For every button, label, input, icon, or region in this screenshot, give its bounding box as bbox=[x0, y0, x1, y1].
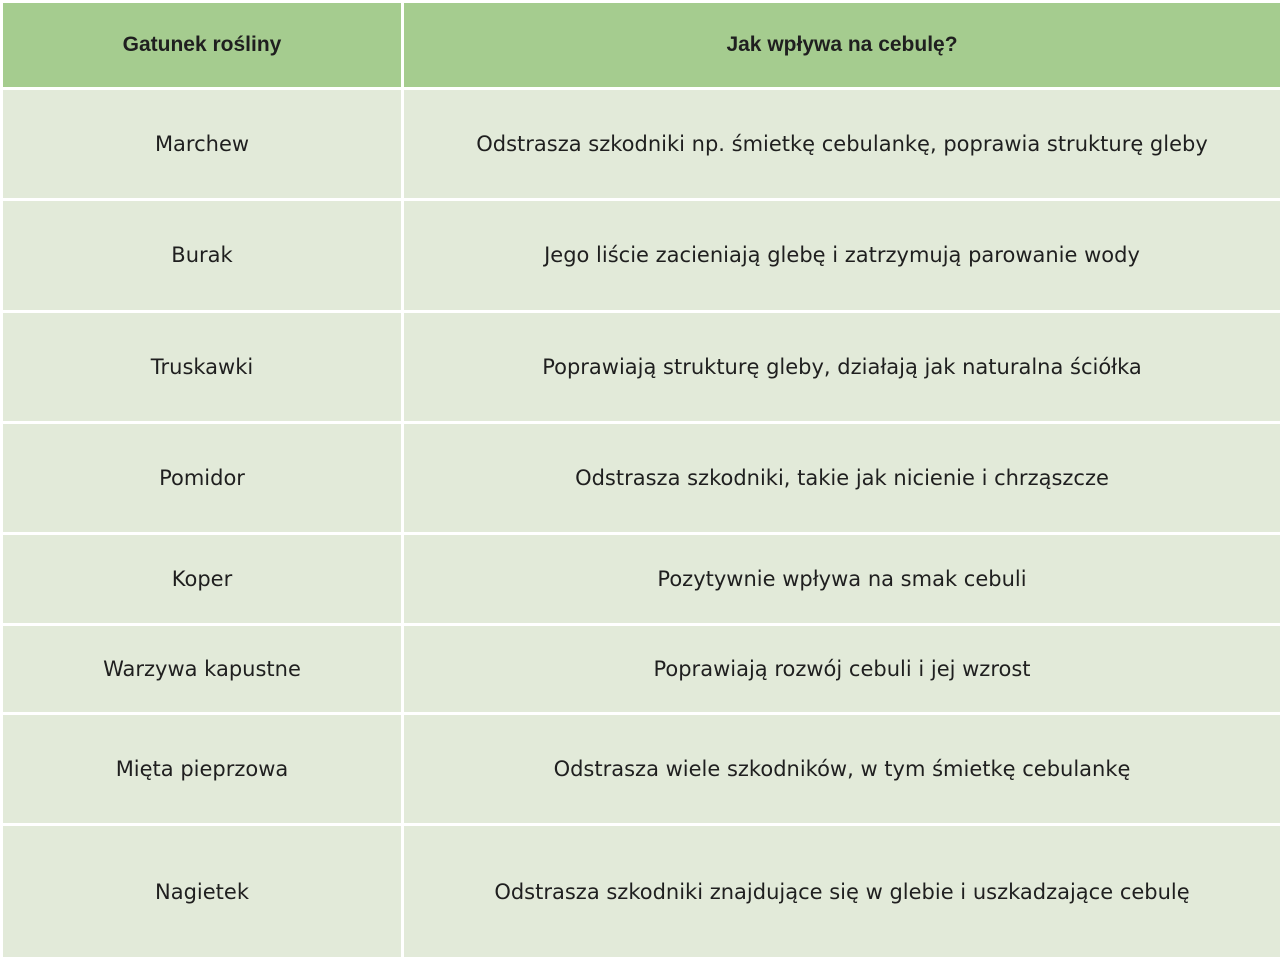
plant-cell: Marchew bbox=[2, 89, 403, 200]
effect-cell: Odstrasza szkodniki, takie jak nicienie i chrząszcze bbox=[403, 422, 1280, 533]
table-row bbox=[2, 625, 1280, 714]
table-body bbox=[2, 89, 1280, 959]
effect-cell: Odstrasza wiele szkodników, w tym śmietkę cebulankę bbox=[403, 713, 1280, 824]
effect-cell: Odstrasza szkodniki znajdujące się w glebie i uszkadzające cebulę bbox=[403, 825, 1280, 959]
effect-cell: Jego liście zacieniają glebę i zatrzymują parowanie wody bbox=[403, 200, 1280, 311]
table-header bbox=[2, 2, 1280, 89]
plant-cell: Pomidor bbox=[2, 422, 403, 533]
header-effect-on-onion: Jak wpływa na cebulę? bbox=[403, 2, 1280, 89]
table-row bbox=[2, 200, 1280, 311]
plant-cell: Burak bbox=[2, 200, 403, 311]
effect-cell: Odstrasza szkodniki np. śmietkę cebulankę, poprawia strukturę gleby bbox=[403, 89, 1280, 200]
plant-cell: Truskawki bbox=[2, 311, 403, 422]
header-plant-species: Gatunek rośliny bbox=[2, 2, 403, 89]
table-row bbox=[2, 422, 1280, 533]
plant-cell: Mięta pieprzowa bbox=[2, 713, 403, 824]
effect-cell: Pozytywnie wpływa na smak cebuli bbox=[403, 534, 1280, 625]
plant-cell: Koper bbox=[2, 534, 403, 625]
table-row bbox=[2, 534, 1280, 625]
table-row bbox=[2, 825, 1280, 959]
plant-cell: Nagietek bbox=[2, 825, 403, 959]
header-row bbox=[2, 2, 1280, 89]
table-row bbox=[2, 713, 1280, 824]
plant-cell: Warzywa kapustne bbox=[2, 625, 403, 714]
effect-cell: Poprawiają rozwój cebuli i jej wzrost bbox=[403, 625, 1280, 714]
effect-cell: Poprawiają strukturę gleby, działają jak naturalna ściółka bbox=[403, 311, 1280, 422]
table-row bbox=[2, 311, 1280, 422]
table-row bbox=[2, 89, 1280, 200]
